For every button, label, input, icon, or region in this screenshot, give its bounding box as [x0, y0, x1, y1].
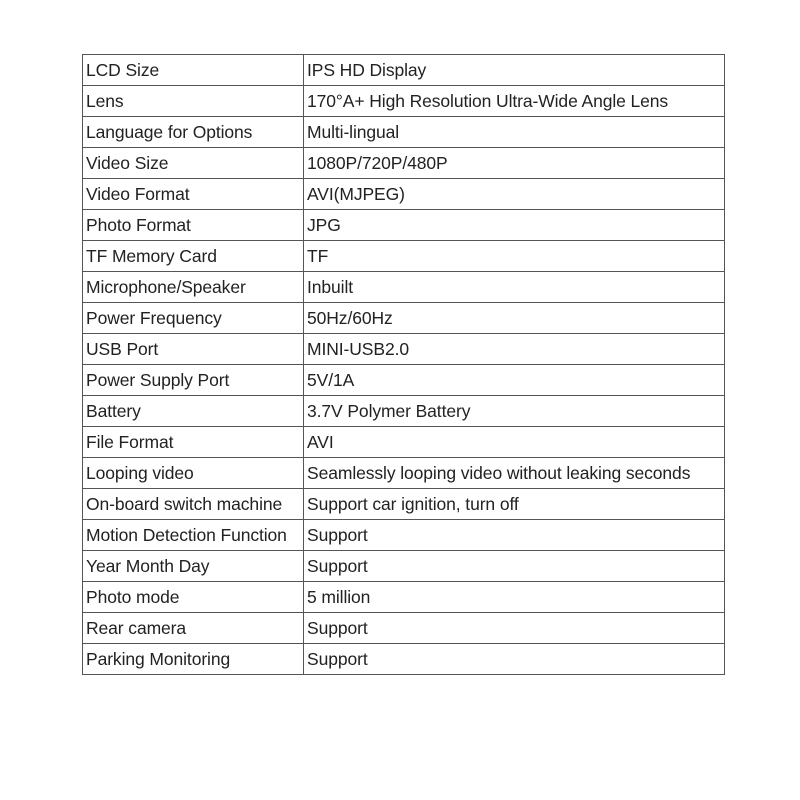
spec-value: Multi-lingual — [304, 117, 725, 148]
spec-value: 50Hz/60Hz — [304, 303, 725, 334]
spec-value: AVI — [304, 427, 725, 458]
spec-label: Rear camera — [83, 613, 304, 644]
table-row — [83, 272, 725, 303]
table-row — [83, 520, 725, 551]
table-row — [83, 427, 725, 458]
table-row — [83, 148, 725, 179]
spec-table — [82, 54, 725, 675]
spec-value: Inbuilt — [304, 272, 725, 303]
spec-value: MINI-USB2.0 — [304, 334, 725, 365]
table-row — [83, 613, 725, 644]
table-row — [83, 582, 725, 613]
spec-label: Photo Format — [83, 210, 304, 241]
spec-value: Support — [304, 644, 725, 675]
table-row — [83, 241, 725, 272]
spec-label: Power Frequency — [83, 303, 304, 334]
spec-value: Support car ignition, turn off — [304, 489, 725, 520]
spec-label: Lens — [83, 86, 304, 117]
spec-label: Power Supply Port — [83, 365, 304, 396]
table-row — [83, 644, 725, 675]
spec-value: AVI(MJPEG) — [304, 179, 725, 210]
table-row — [83, 179, 725, 210]
table-row — [83, 334, 725, 365]
spec-value: TF — [304, 241, 725, 272]
spec-label: On-board switch machine — [83, 489, 304, 520]
spec-table-body — [83, 55, 725, 675]
table-row — [83, 396, 725, 427]
spec-label: Language for Options — [83, 117, 304, 148]
spec-value: 5 million — [304, 582, 725, 613]
spec-value: Seamlessly looping video without leaking seconds — [304, 458, 725, 489]
spec-value: JPG — [304, 210, 725, 241]
table-row — [83, 489, 725, 520]
spec-label: Year Month Day — [83, 551, 304, 582]
table-row — [83, 551, 725, 582]
table-row — [83, 365, 725, 396]
spec-label: Motion Detection Function — [83, 520, 304, 551]
spec-value: 1080P/720P/480P — [304, 148, 725, 179]
spec-label: USB Port — [83, 334, 304, 365]
table-row — [83, 210, 725, 241]
spec-label: Video Format — [83, 179, 304, 210]
spec-value: Support — [304, 551, 725, 582]
table-row — [83, 458, 725, 489]
spec-label: Microphone/Speaker — [83, 272, 304, 303]
spec-value: IPS HD Display — [304, 55, 725, 86]
spec-value: 5V/1A — [304, 365, 725, 396]
spec-label: TF Memory Card — [83, 241, 304, 272]
table-row — [83, 55, 725, 86]
table-row — [83, 117, 725, 148]
spec-label: Looping video — [83, 458, 304, 489]
spec-label: File Format — [83, 427, 304, 458]
spec-value: 3.7V Polymer Battery — [304, 396, 725, 427]
table-row — [83, 86, 725, 117]
spec-value: Support — [304, 613, 725, 644]
spec-value: Support — [304, 520, 725, 551]
spec-label: Parking Monitoring — [83, 644, 304, 675]
table-row — [83, 303, 725, 334]
spec-label: Battery — [83, 396, 304, 427]
spec-value: 170°A+ High Resolution Ultra-Wide Angle Lens — [304, 86, 725, 117]
spec-label: LCD Size — [83, 55, 304, 86]
spec-label: Photo mode — [83, 582, 304, 613]
spec-label: Video Size — [83, 148, 304, 179]
